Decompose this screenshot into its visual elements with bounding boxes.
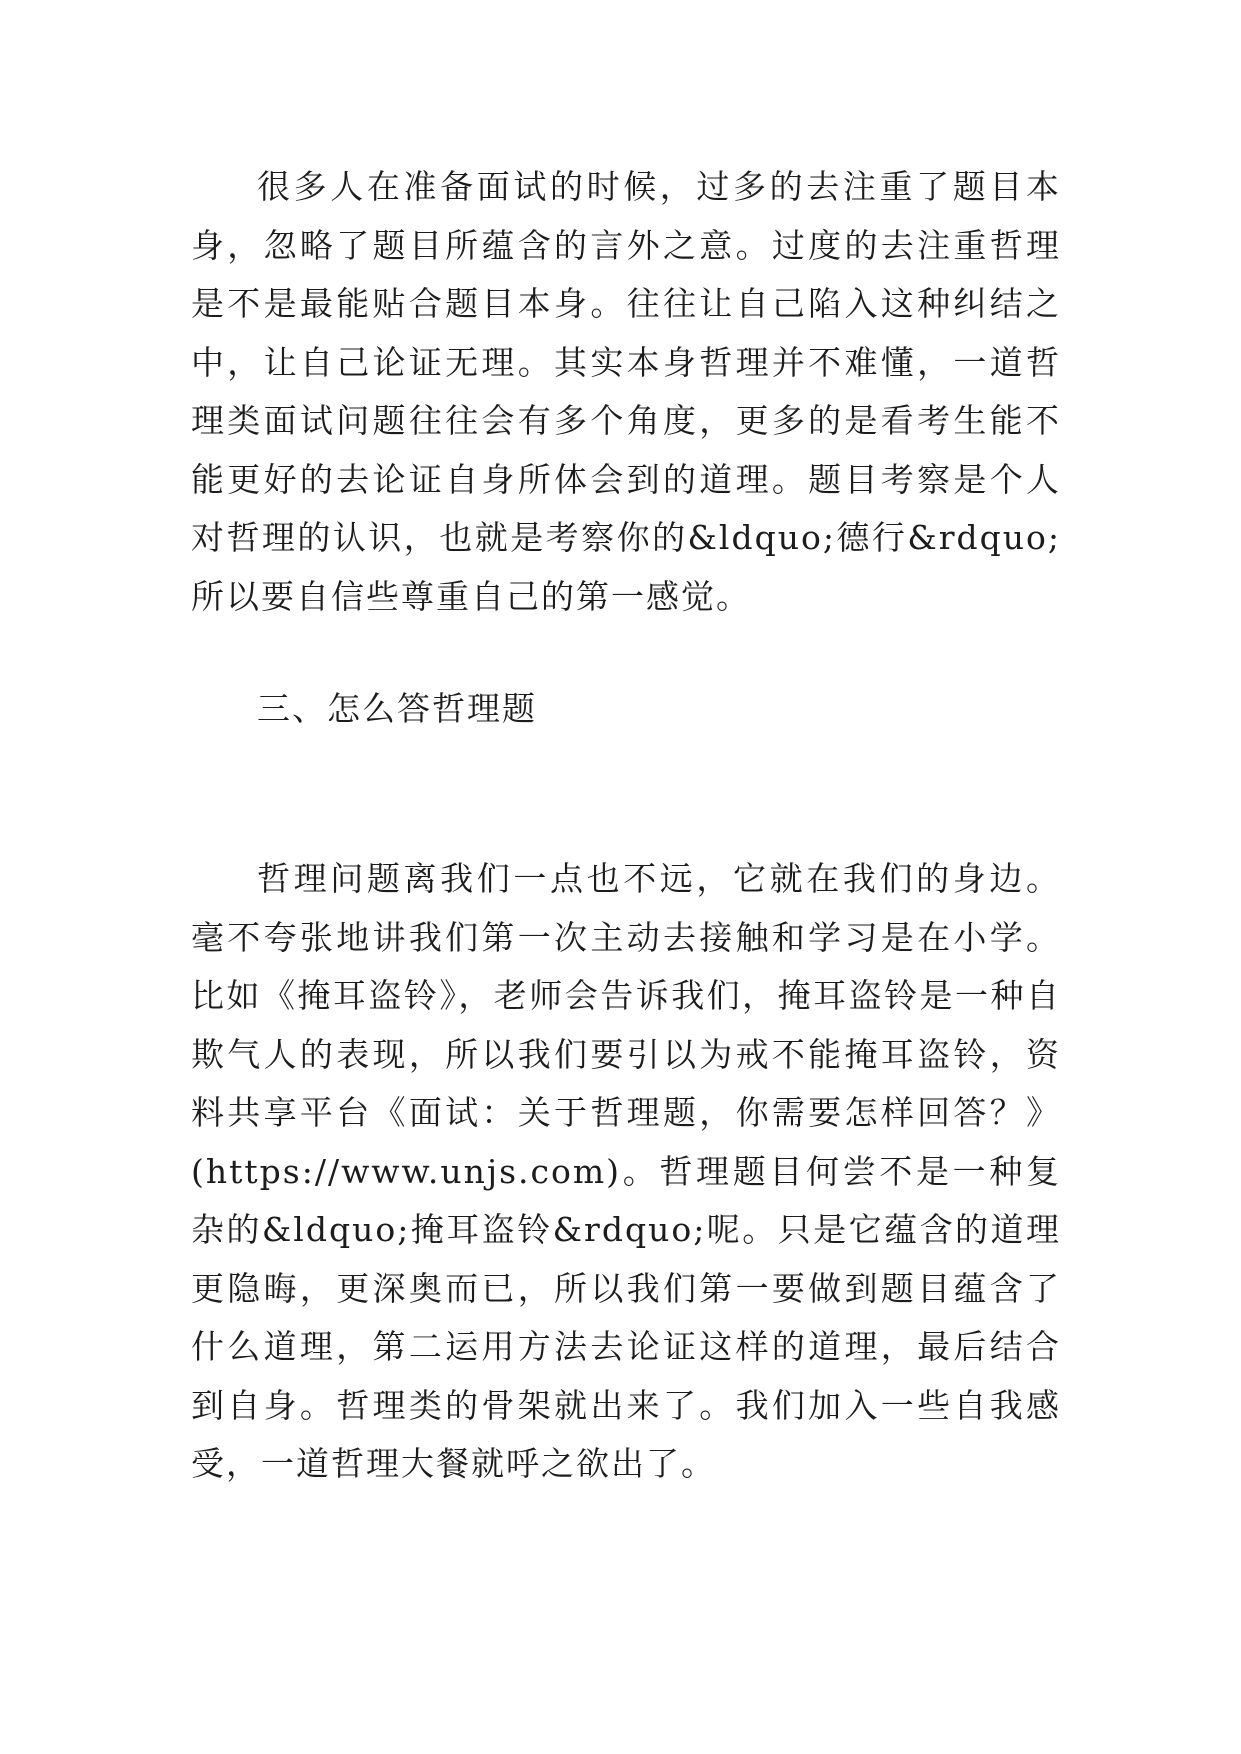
body-paragraph-2: 哲理问题离我们一点也不远，它就在我们的身边。毫不夸张地讲我们第一次主动去接触和学习是在小学。比如《掩耳盗铃》，老师会告诉我们，掩耳盗铃是一种自欺气人的表现，所以我们要引以为戒不能掩耳盗铃，资料共享平台《面试：关于哲理题，你需要怎样回答？》(https://www.unjs.com)。哲理题目何尝不是一种复杂的&ldquo;掩耳盗铃&rdquo;呢。只是它蕴含的道理更隐晦，更深奥而已，所以我们第一要做到题目蕴含了什么道理，第二运用方法去论证这样的道理，最后结合到自身。哲理类的骨架就出来了。我们加入一些自我感受，一道哲理大餐就呼之欲出了。 [191,859,1061,1483]
body-paragraph-1: 很多人在准备面试的时候，过多的去注重了题目本身，忽略了题目所蕴含的言外之意。过度的去注重哲理是不是最能贴合题目本身。往往让自己陷入这种纠结之中，让自己论证无理。其实本身哲理并不难懂，一道哲理类面试问题往往会有多个角度，更多的是看考生能不能更好的去论证自身所体会到的道理。题目考察是个人对哲理的认识，也就是考察你的&ldquo;德行&rdquo;所以要自信些尊重自己的第一感觉。 [191,167,1061,616]
section-heading: 三、怎么答哲理题 [257,689,537,728]
